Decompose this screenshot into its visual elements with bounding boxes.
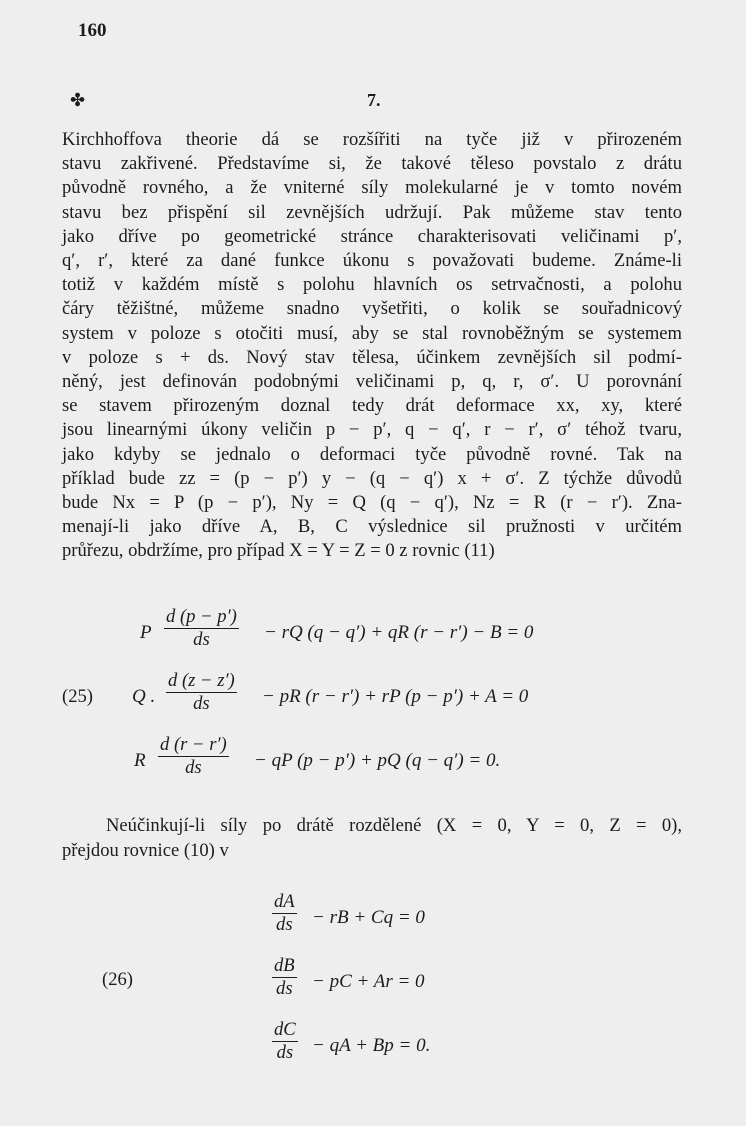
- fraction: [166, 670, 237, 715]
- text-line: původně rovného, a že vniterné síly molekularné je v tomto novém: [62, 177, 682, 199]
- equation-row: [0, 728, 746, 788]
- text-line: Kirchhoffova theorie dá se rozšířiti na tyče již v přirozeném: [62, 129, 682, 150]
- equation-prefix: Q .: [132, 686, 156, 707]
- section-number: 7.: [367, 90, 381, 110]
- equation-row: [0, 885, 746, 945]
- equation-row: [0, 1013, 746, 1073]
- fraction-numerator: d (r − r′): [160, 734, 227, 755]
- text-line: stavu zakřivené. Představíme si, že takové těleso povstalo z drátu: [62, 153, 682, 175]
- equation-row: [0, 600, 746, 660]
- text-line: příklad bude zz = (p − p′) y − (q − q′) x + σ′. Z týchže důvodů: [62, 467, 682, 489]
- fraction-denominator: ds: [193, 629, 210, 650]
- text-line: bude Nx = P (p − p′), Ny = Q (q − q′), Nz = R (r − r′). Zna-: [62, 492, 682, 514]
- text-line: menají-li jako dříve A, B, C výslednice sil pružnosti v určitém: [62, 516, 682, 538]
- equation-rest: − rQ (q − q′) + qR (r − r′) − B = 0: [264, 622, 534, 643]
- fraction: [164, 606, 239, 651]
- text-line: jako kdyby se jednalo o deformaci tyče původně rovné. Tak na: [62, 443, 682, 465]
- text-line: stavu bez přispění sil zevnějších udržují. Pak můžeme stav tento: [62, 201, 682, 223]
- page-number: 160: [78, 20, 107, 41]
- fraction-numerator: d (z − z′): [168, 670, 235, 691]
- text-line: Neúčinkují-li síly po drátě rozdělené (X = 0, Y = 0, Z = 0),: [106, 815, 682, 836]
- fraction-denominator: ds: [193, 693, 210, 714]
- text-line: jsou linearnými úkony veličin p − p′, q − q′, r − r′, σ′ téhož tvaru,: [62, 419, 682, 441]
- equation-rest: − rB + Cq = 0: [312, 907, 425, 928]
- equation-row: [0, 664, 746, 724]
- text-line: se stavem přirozeným doznal tedy drát deformace xx, xy, které: [62, 395, 682, 417]
- equation-rest: − pC + Ar = 0: [312, 971, 425, 992]
- text-line: jako dříve po geometrické stránce charakterisovati veličinami p′,: [62, 225, 682, 247]
- fraction-numerator: dB: [274, 955, 295, 976]
- text-line: totiž v každém místě s polohu hlavních os setrvačnosti, a polohu: [62, 274, 682, 296]
- equation-row: [0, 949, 746, 1009]
- text-line: čáry těžištné, můžeme snadno vyšetřiti, o kolik se souřadnicový: [62, 298, 682, 320]
- equation-number: (26): [102, 969, 133, 990]
- fraction-denominator: ds: [185, 757, 202, 778]
- text-line: system v poloze s otočiti musí, aby se stal rovnoběžným se systemem: [62, 322, 682, 344]
- page-header: [78, 20, 686, 50]
- fraction: [272, 1019, 298, 1064]
- equation-prefix: P: [140, 622, 152, 643]
- fraction: [272, 955, 297, 1000]
- text-line: něný, jest definován podobnými veličinami p, q, r, σ′. U porovnání: [62, 371, 682, 393]
- text-line: přejdou rovnice (10) v: [62, 840, 229, 861]
- fraction-numerator: dC: [274, 1019, 296, 1040]
- fraction: [272, 891, 297, 936]
- fraction-denominator: ds: [276, 1042, 294, 1063]
- body-paragraph-2: [62, 813, 682, 863]
- equation-prefix: R: [134, 750, 146, 771]
- fraction-denominator: ds: [276, 978, 293, 999]
- fraction: [158, 734, 229, 779]
- section-ornament: ✤: [70, 90, 86, 110]
- fraction-numerator: dA: [274, 891, 295, 912]
- body-paragraph-1: [62, 128, 682, 564]
- text-line: q′, r′, které za dané funkce úkonu s považovati budeme. Známe-li: [62, 250, 682, 272]
- fraction-denominator: ds: [276, 914, 293, 935]
- fraction-numerator: d (p − p′): [166, 606, 237, 627]
- text-line: průřezu, obdržíme, pro případ X = Y = Z = 0 z rovnic (11): [62, 540, 495, 562]
- equation-rest: − pR (r − r′) + rP (p − p′) + A = 0: [262, 686, 529, 707]
- equation-rest: − qA + Bp = 0.: [312, 1035, 431, 1056]
- section-heading: [62, 90, 682, 114]
- equation-number: (25): [62, 686, 93, 707]
- text-line: v poloze s + ds. Nový stav tělesa, účinkem zevnějších sil podmí-: [62, 346, 682, 368]
- equation-rest: − qP (p − p′) + pQ (q − q′) = 0.: [254, 750, 501, 771]
